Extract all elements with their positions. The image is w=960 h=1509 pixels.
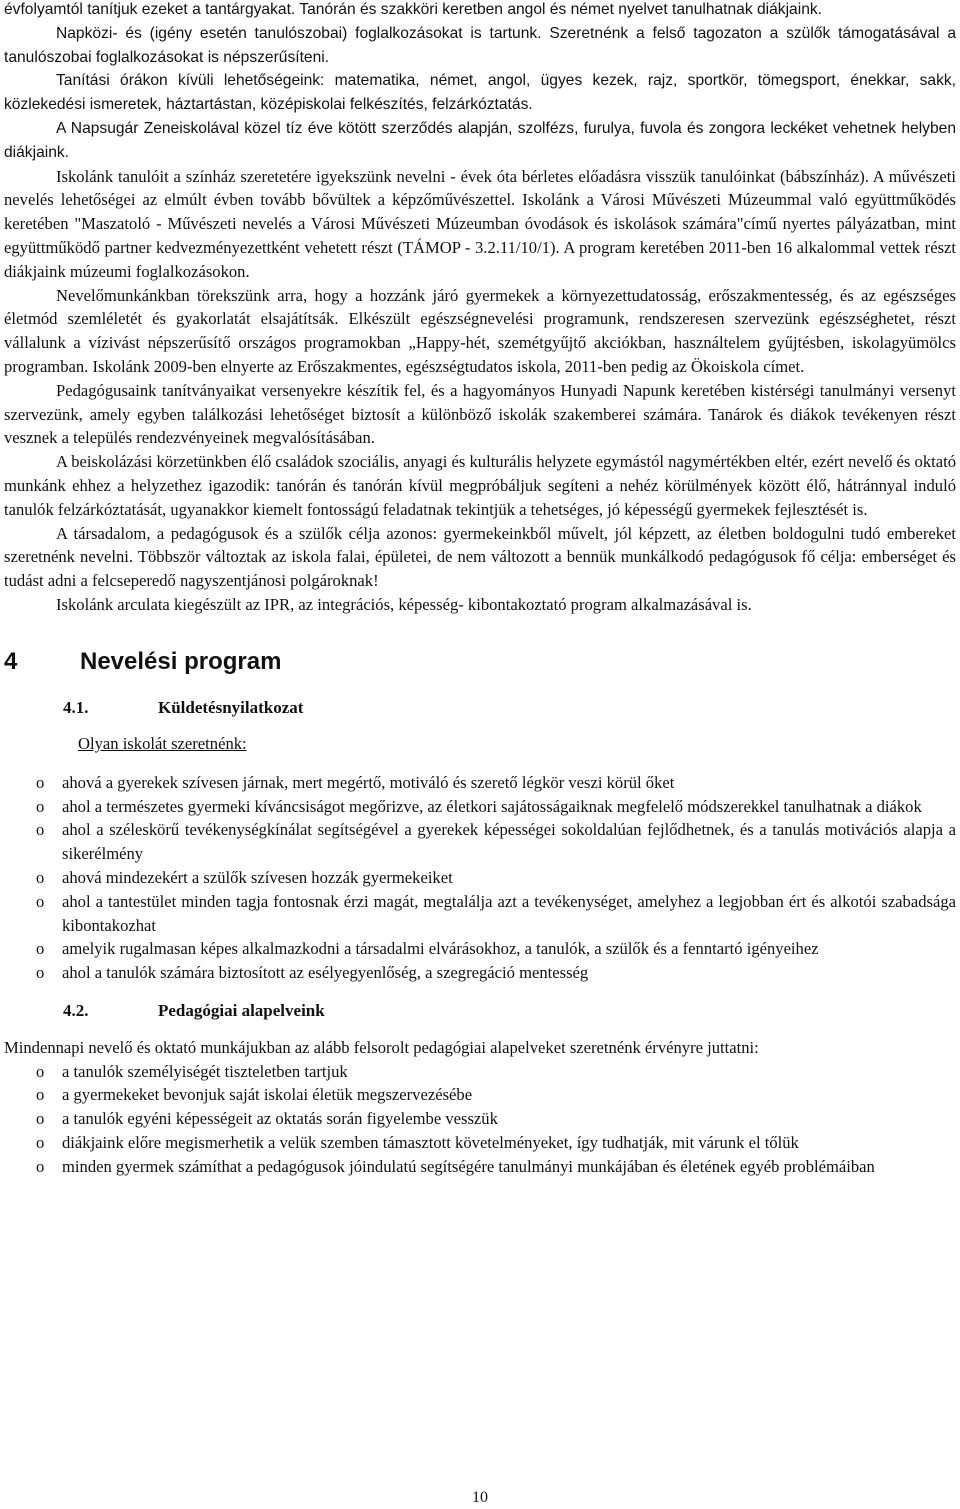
principles-list <box>4 1060 956 1179</box>
paragraph-extracurricular: Tanítási órákon kívüli lehetőségeink: matematika, német, angol, ügyes kezek, rajz, sportkör, tömegsport, énekkar, sakk, közlekedési ismeretek, háztartástan, középiskolai felkészítés, felzárkóztatás. <box>4 72 956 114</box>
bullet-glyph: o <box>36 1156 45 1176</box>
paragraph-ipr: Iskolánk arculata kiegészült az IPR, az integrációs, képesség- kibontakoztató program alkalmazásával is. <box>56 594 752 614</box>
list-item: o ahová mindezekért a szülők szívesen hozzák gyermekeiket <box>4 866 956 890</box>
bullet-glyph: o <box>36 820 45 840</box>
bullet-glyph: o <box>36 796 45 816</box>
section-heading-principles <box>4 999 956 1023</box>
list-item: o a tanulók személyiségét tiszteletben tartjuk <box>4 1060 956 1084</box>
page-number: 10 <box>472 1489 488 1506</box>
list-item: o a tanulók egyéni képességeit az oktatás során figyelembe vesszük <box>4 1107 956 1131</box>
list-item: o diákjaink előre megismerhetik a velük szemben támasztott követelményeket, így tudhatják, mit várunk el tőlük <box>4 1131 956 1155</box>
paragraph-subjects: évfolyamtól tanítjuk ezeket a tantárgyakat. Tanórán és szakköri keretben angol és német nyelvet tanulhatnak diákjaink. <box>4 1 822 18</box>
list-item: o ahol a tanulók számára biztosított az esélyegyenlőség, a szegregáció mentesség <box>4 961 956 985</box>
paragraph-music-school: A Napsugár Zeneiskolával közel tíz éve kötött szerződés alapján, szolfézs, furulya, fuvola és zongora leckéket vehetnek helyben diákjaink. <box>4 119 956 161</box>
bullet-glyph: o <box>36 1085 45 1105</box>
bullet-glyph: o <box>36 1133 45 1153</box>
list-item: o ahol a természetes gyermeki kíváncsiságot megőrizve, az életkori sajátosságaiknak megfelelő módszerekkel tanulhatnak a diákok <box>4 795 956 819</box>
bullet-glyph: o <box>36 1061 45 1081</box>
paragraph-health: Nevelőmunkánkban törekszünk arra, hogy a hozzánk járó gyermekek a környezettudatosság, erőszakmentesség, és az egészséges életmód szemléletét és gyakorlatát elsajátítsák. Elkészült egészségnevelési programunk, rendszeresen szervezünk egészséghetet, részt vállalunk a vízivást népszerűsítő országos programokban „Happy-hét, szemétgyűjtő akciókban, használtelem gyűjtésben, iskolagyümölcs programban. Iskolánk 2009-ben elnyerte az Erőszakmentes, egészségtudatos iskola, 2011-ben pedig az Ökoiskola címet. <box>4 285 956 376</box>
section-title: Pedagógiai alapelveink <box>158 1000 325 1020</box>
section-number: 4.2. <box>63 1000 89 1020</box>
bullet-glyph: o <box>36 963 45 983</box>
mission-list <box>4 771 956 985</box>
section-number: 4.1. <box>63 697 89 717</box>
paragraph-goals: A társadalom, a pedagógusok és a szülők célja azonos: gyermekeinkből művelt, jól képzett, az életben boldogulni tudó embereket szeretnénk nevelni. Többször változtak az iskola falai, épületei, de nem változott a bennük munkálkodó pedagógusok fő célja: emberséget és tudást adni a felcseperedő nagyszentjánosi polgároknak! <box>4 523 956 591</box>
list-item: o a gyermekeket bevonjuk saját iskolai életük megszervezésébe <box>4 1083 956 1107</box>
list-item: o amelyik rugalmasan képes alkalmazkodni a társadalmi elvárásokhoz, a tanulók, a szülők és a fenntartó igényeihez <box>4 937 956 961</box>
bullet-glyph: o <box>36 867 45 887</box>
list-item: o ahol a széleskörű tevékenységkínálat segítségével a gyerekek képességei sokoldalúan fejlődhetnek, és a tanulás motivációs alapja a sikerélmény <box>36 820 956 864</box>
principles-intro: Mindennapi nevelő és oktató munkájukban az alább felsorolt pedagógiai alapelveket szeretnénk érvényre juttatni: <box>4 1037 759 1057</box>
paragraph-district: A beiskolázási körzetünkben élő családok szociális, anyagi és kulturális helyzete egymástól nagymértékben eltér, ezért nevelő és oktató munkánk ehhez a helyzethez igazodik: tanórán és tanórán kívül megpróbáljuk segíteni a nehéz körülmények között élő, hátránnyal induló tanulók felzárkóztatását, ugyanakkor kiemelt fontosságú feladatnak tekintjük a tehetséges, jó képességű gyermekek fejlesztését is. <box>4 452 956 519</box>
section-heading-mission <box>4 696 956 720</box>
bullet-glyph: o <box>36 891 45 911</box>
chapter-heading <box>4 644 956 680</box>
paragraph-afterschool: Napközi- és (igény esetén tanulószobai) foglalkozásokat is tartunk. Szeretnénk a felső tagozaton a szülők támogatásával a tanulószobai foglalkozásokat is népszerűsíteni. <box>4 24 956 66</box>
list-item: o ahol a tantestület minden tagja fontosnak érzi magát, megtalálja azt a tevékenységet, amelyhez a legjobban ért és alkotói szabadsága kibontakozhat <box>36 891 956 935</box>
paragraph-competitions: Pedagógusaink tanítványaikat versenyekre készítik fel, és a hagyományos Hunyadi Napunk keretében kistérségi tanulmányi versenyt szervezünk, amely egyben találkozási lehetőséget biztosít a különböző iskolák szakemberei számára. Tanárok és diákok tevékenyen részt vesznek a település rendezvényeinek megvalósításában. <box>4 380 956 448</box>
section-title: Küldetésnyilatkozat <box>158 697 304 717</box>
bullet-glyph: o <box>36 772 45 792</box>
chapter-title: Nevelési program <box>80 647 282 675</box>
chapter-number: 4 <box>4 647 18 675</box>
bullet-glyph: o <box>36 939 45 959</box>
mission-intro: Olyan iskolát szeretnénk: <box>78 733 247 753</box>
list-item: o ahová a gyerekek szívesen járnak, mert megértő, motiváló és szerető légkör veszi körül őket <box>4 771 956 795</box>
bullet-glyph: o <box>36 1109 45 1129</box>
paragraph-arts: Iskolánk tanulóit a színház szeretetére igyekszünk nevelni - évek óta bérletes előadásra visszük tanulóinkat (bábszínház). A művészeti nevelés lehetőségei az elmúlt évben tovább bővültek a képzőművészettel. Iskolánk a Városi Művészeti Múzeummal való együttműködés keretében "Maszatoló - Művészeti nevelés a Városi Művészeti Múzeumban óvodások és iskolások számára"című nyertes pályázatban, mint együttműködő partner kedvezményezettként vehetett részt (TÁMOP - 3.2.11/10/1). A program keretében 2011-ben 16 alkalommal vettek részt diákjaink múzeumi foglalkozásokon. <box>4 166 956 281</box>
document-page <box>4 0 956 1179</box>
list-item: o minden gyermek számíthat a pedagógusok jóindulatú segítségére tanulmányi munkájában és életének egyéb problémáiban <box>4 1155 956 1179</box>
